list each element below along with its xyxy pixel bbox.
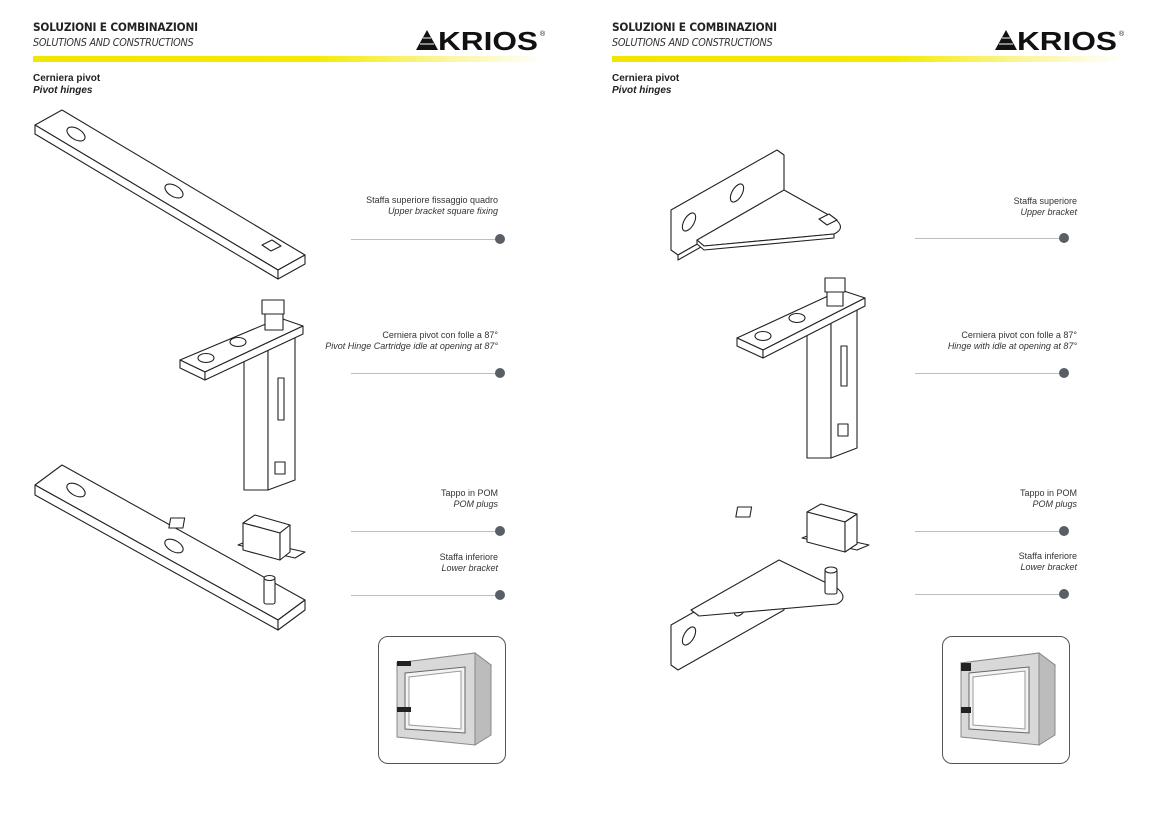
upper-l-bracket-drawing [671, 150, 841, 260]
right-page [579, 0, 1157, 828]
brand-mark: ® [540, 31, 546, 38]
frame-thumbnail [942, 636, 1070, 764]
frame-profile-icon [943, 637, 1069, 763]
upper-flat-bracket-drawing [35, 110, 305, 279]
right-technical-drawings [579, 0, 1157, 828]
section-subtitle: Pivot hinges [612, 85, 672, 96]
pom-plug-drawing [736, 504, 869, 552]
brand-mark: ® [1119, 31, 1125, 38]
label-pom-plugs: Tappo in POM POM plugs [440, 488, 498, 509]
label-upper-bracket: Staffa superiore fissaggio quadro Upper bracket square fixing [366, 195, 498, 216]
label-pom-plugs: Tappo in POM POM plugs [1019, 488, 1077, 509]
section-title: Cerniera pivot [33, 73, 101, 84]
frame-thumbnail [378, 636, 506, 764]
brand-name: KRIOS [438, 26, 538, 54]
header-title: SOLUZIONI E COMBINAZIONI [33, 20, 198, 34]
label-pivot-hinge: Cerniera pivot con folle a 87° Pivot Hinge Cartridge idle at opening at 87° [325, 330, 498, 351]
pivot-cartridge-drawing [737, 278, 865, 458]
section-title: Cerniera pivot [612, 73, 680, 84]
label-lower-bracket: Staffa inferiore Lower bracket [1018, 551, 1077, 572]
header-subtitle: SOLUTIONS AND CONSTRUCTIONS [33, 36, 194, 49]
brand-name: KRIOS [1017, 26, 1117, 54]
frame-profile-icon [379, 637, 505, 763]
label-pivot-hinge: Cerniera pivot con folle a 87° Hinge with idle at opening at 87° [947, 330, 1077, 351]
left-page [0, 0, 578, 828]
header-title: SOLUZIONI E COMBINAZIONI [612, 20, 777, 34]
pivot-cartridge-drawing [180, 300, 303, 490]
section-subtitle: Pivot hinges [33, 85, 93, 96]
lower-l-bracket-drawing [671, 560, 843, 670]
label-upper-bracket: Staffa superiore Upper bracket [1013, 196, 1077, 217]
label-lower-bracket: Staffa inferiore Lower bracket [439, 552, 498, 573]
header-subtitle: SOLUTIONS AND CONSTRUCTIONS [612, 36, 773, 49]
